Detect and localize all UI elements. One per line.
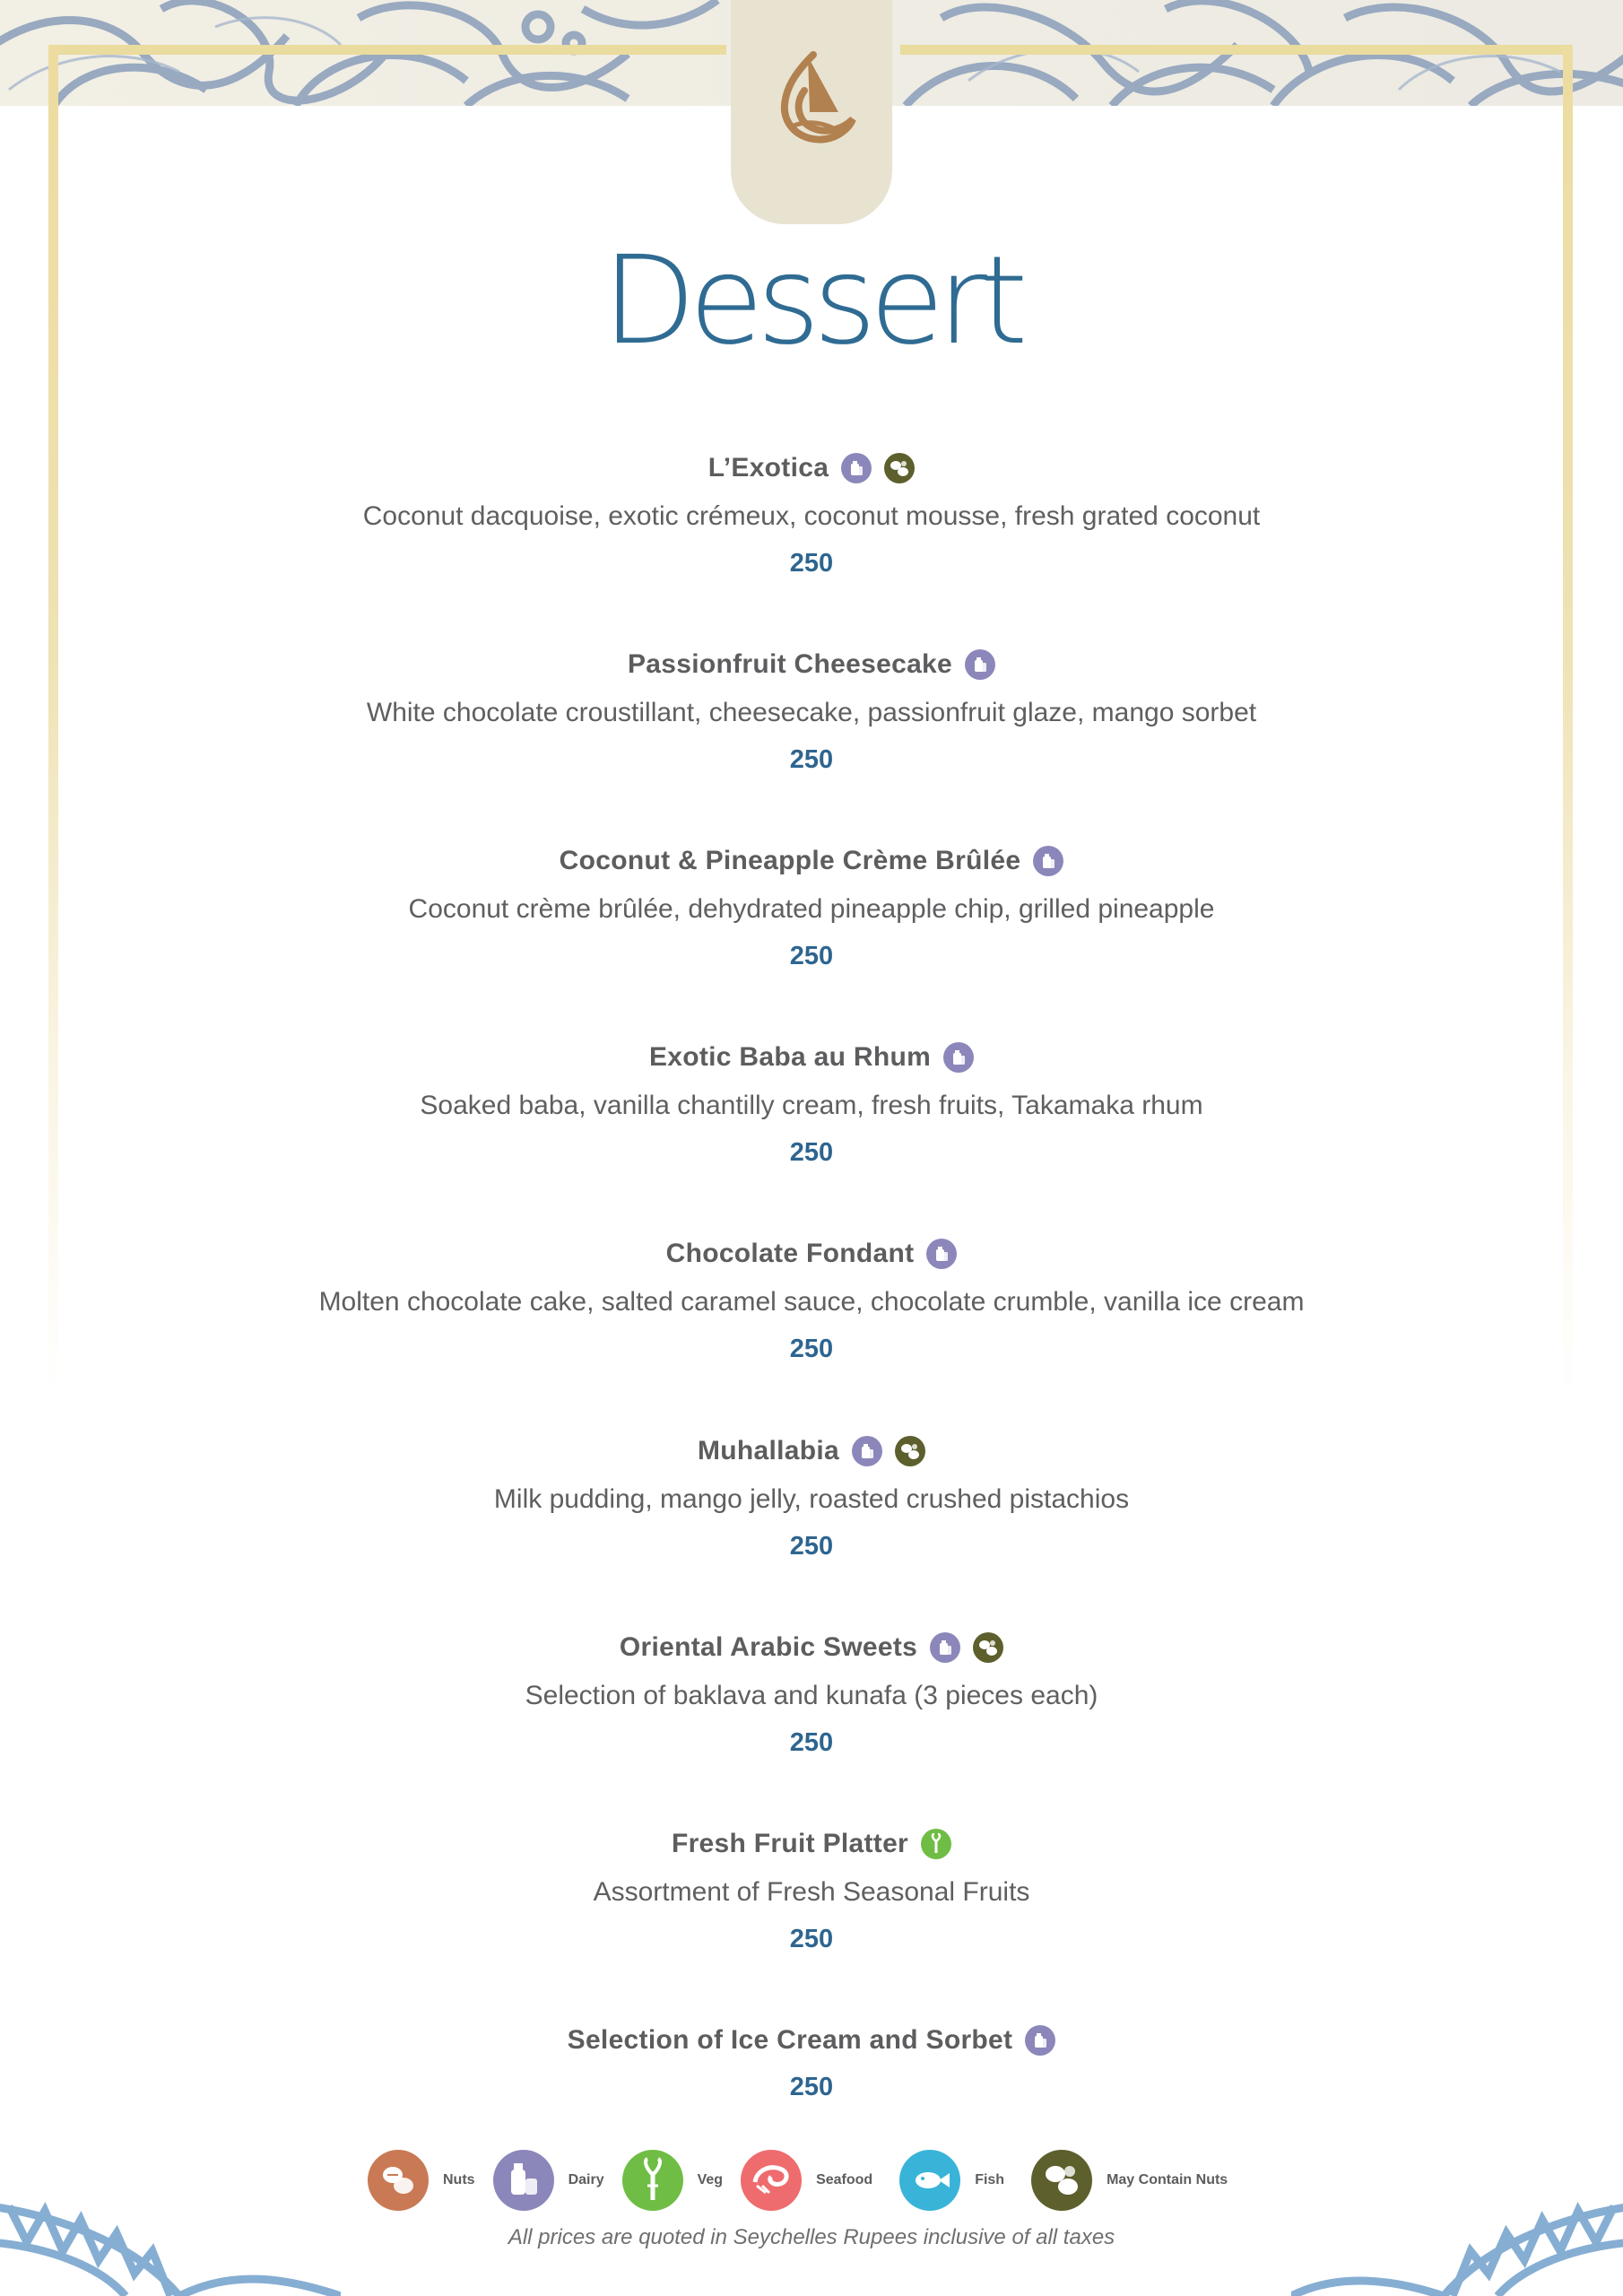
legend-label: May Contain Nuts [1107, 2172, 1228, 2187]
item-price: 250 [789, 942, 834, 970]
item-price: 250 [789, 745, 834, 774]
nuts-icon [368, 2150, 429, 2211]
legend-label: Dairy [568, 2172, 604, 2187]
menu-item [0, 448, 1623, 581]
corner-pattern-left [0, 2188, 341, 2296]
item-description: Assortment of Fresh Seasonal Fruits [593, 1877, 1030, 1907]
dairy-icon [852, 1436, 882, 1466]
veg-icon [921, 1829, 951, 1859]
menu-item [0, 645, 1623, 778]
menu-item [0, 1234, 1623, 1367]
may-contain-nuts-icon [973, 1632, 1003, 1663]
legend-may-contain-nuts [1031, 2150, 1228, 2211]
frame-top-right [900, 45, 1573, 55]
item-name: Coconut & Pineapple Crème Brûlée [559, 846, 1021, 875]
menu-item [0, 1824, 1623, 1957]
item-description: Soaked baba, vanilla chantilly cream, fresh fruits, Takamaka rhum [420, 1091, 1203, 1120]
menu-item [0, 1431, 1623, 1564]
frame-top-left [48, 45, 726, 55]
legend-label: Nuts [443, 2172, 475, 2187]
may-contain-nuts-icon [895, 1436, 925, 1466]
legend-label: Seafood [816, 2172, 873, 2187]
item-description: Selection of baklava and kunafa (3 pieces each) [525, 1681, 1098, 1710]
legend-veg [622, 2150, 723, 2211]
menu-item [0, 1628, 1623, 1761]
dairy-icon [943, 1042, 974, 1073]
dairy-icon [926, 1239, 957, 1269]
menu-item [0, 2021, 1623, 2105]
dairy-icon [1025, 2025, 1055, 2056]
item-name: Exotic Baba au Rhum [648, 1042, 932, 1072]
corner-pattern-right [1291, 2188, 1623, 2296]
dairy-icon [1033, 846, 1063, 876]
item-price: 250 [789, 549, 834, 578]
allergen-legend [368, 2149, 1228, 2212]
legend-label: Fish [975, 2172, 1005, 2187]
item-name: Passionfruit Cheesecake [627, 649, 953, 679]
legend-label: Veg [697, 2172, 724, 2187]
menu-item [0, 1038, 1623, 1170]
menu-title: Dessert [602, 230, 1021, 372]
seafood-icon [741, 2150, 802, 2211]
item-name: Chocolate Fondant [665, 1239, 915, 1268]
item-description: White chocolate croustillant, cheesecake, passionfruit glaze, mango sorbet [366, 698, 1257, 727]
dairy-icon [965, 649, 995, 680]
legend-nuts [368, 2150, 475, 2211]
legend-dairy [493, 2150, 604, 2211]
price-footnote: All prices are quoted in Seychelles Rupees inclusive of all taxes [508, 2225, 1115, 2249]
item-price: 250 [789, 1138, 834, 1167]
item-price: 250 [789, 1532, 834, 1561]
dairy-icon [493, 2150, 554, 2211]
item-price: 250 [789, 1925, 834, 1953]
may-contain-nuts-icon [1031, 2150, 1092, 2211]
item-name: Muhallabia [697, 1436, 840, 1465]
item-description: Coconut dacquoise, exotic crémeux, coconut mousse, fresh grated coconut [362, 501, 1261, 531]
dairy-icon [930, 1632, 960, 1663]
item-price: 250 [789, 1335, 834, 1363]
fish-icon [899, 2150, 960, 2211]
item-name: L’Exotica [707, 453, 829, 483]
menu-item [0, 841, 1623, 974]
item-name: Selection of Ice Cream and Sorbet [567, 2025, 1013, 2055]
dairy-icon [841, 453, 872, 483]
item-name: Oriental Arabic Sweets [619, 1632, 918, 1662]
legend-fish [899, 2150, 1004, 2211]
item-description: Milk pudding, mango jelly, roasted crushed pistachios [493, 1484, 1130, 1514]
item-price: 250 [789, 2073, 834, 2101]
item-name: Fresh Fruit Platter [671, 1829, 909, 1858]
veg-icon [622, 2150, 683, 2211]
item-price: 250 [789, 1728, 834, 1757]
legend-seafood [741, 2150, 872, 2211]
may-contain-nuts-icon [884, 453, 915, 483]
item-description: Coconut crème brûlée, dehydrated pineapple chip, grilled pineapple [408, 894, 1215, 924]
hotel-logo [767, 49, 856, 157]
item-description: Molten chocolate cake, salted caramel sauce, chocolate crumble, vanilla ice cream [318, 1287, 1305, 1317]
